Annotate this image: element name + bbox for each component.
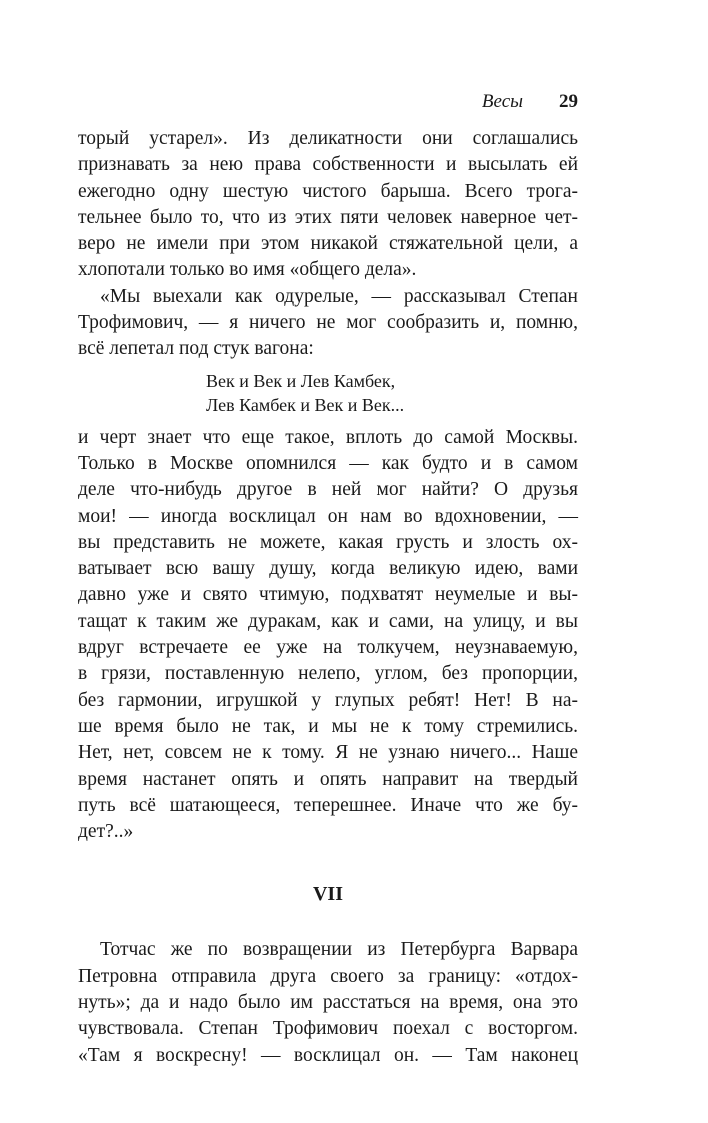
text-line: хлопотали только во имя «общего дела». [78,259,417,281]
text-line: деле что-нибудь другое в ней мог найти? О друзья [78,479,578,501]
paragraph-3 [78,425,578,846]
paragraph-2 [78,284,578,363]
text-line: Нет, нет, совсем не к тому. Я не узнаю ничего... Наше [78,742,578,764]
text-line: Тотчас же по возвращении из Петербурга Варвара [100,939,578,961]
text-line: без гармонии, игрушкой у глупых ребят! Нет! В на- [78,689,578,711]
text-line: путь всё шатающееся, теперешнее. Иначе что же бу- [78,794,578,816]
text-line: веро не имели при этом никакой стяжательной цели, а [78,233,578,255]
text-line: время настанет опять и опять направит на твердый [78,768,578,790]
text-line: тельнее было то, что из этих пяти человек наверное чет- [78,206,578,228]
text-line: мои! — иногда восклицал он нам во вдохновении, — [78,505,578,527]
text-line: признавать за нею права собственности и высылать ей [78,154,578,176]
text-line: всё лепетал под стук вагона: [78,338,314,360]
text-line: в грязи, поставленную нелепо, углом, без пропорции, [78,663,578,685]
running-head-title: Весы [481,91,523,112]
section-heading: VII [312,883,343,906]
verse-line: Лев Камбек и Век и Век... [206,394,405,415]
text-line: давно уже и свято чтимую, подхватят неумелые и вы- [78,584,578,606]
text-line: ше время было не так, и мы не к тому стремились. [78,715,578,737]
text-line: нуть»; да и надо было им расстаться на время, она это [78,992,578,1014]
verse-line: Век и Век и Лев Камбек, [206,370,396,391]
text-line: торый устарел». Из деликатности они соглашались [78,128,578,149]
verse-quote [78,369,578,417]
text-line: ватывает всю вашу душу, когда великую идею, вами [78,558,578,580]
text-line: Трофимович, — я ничего не мог сообразить и, помню, [78,312,578,334]
text-line: дет?..» [78,821,134,843]
text-line: и черт знает что еще такое, вплоть до самой Москвы. [78,426,578,448]
text-line: «Там я воскресну! — восклицал он. — Там наконец [78,1044,578,1066]
text-line: «Мы выехали как одурелые, — рассказывал Степан [100,285,578,307]
text-line: тащат к таким же дуракам, как и сами, на улицу, и вы [78,610,578,632]
text-line: чувствовала. Степан Трофимович поехал с восторгом. [78,1018,578,1040]
paragraph-1 [78,126,578,284]
text-line: вы представить не можете, какая грусть и злость ох- [78,531,578,553]
text-line: Только в Москве опомнился — как будто и в самом [78,452,578,474]
page-number: 29 [559,91,578,112]
running-head [78,90,578,114]
body-text [78,126,578,1069]
text-line: вдруг встречаете ее уже на толкучем, неузнаваемую, [78,637,578,659]
text-line: Петровна отправила друга своего за границу: «отдох- [78,965,578,987]
text-line: ежегодно одну шестую чистого барыша. Всего трога- [78,180,578,202]
paragraph-4 [78,937,578,1068]
